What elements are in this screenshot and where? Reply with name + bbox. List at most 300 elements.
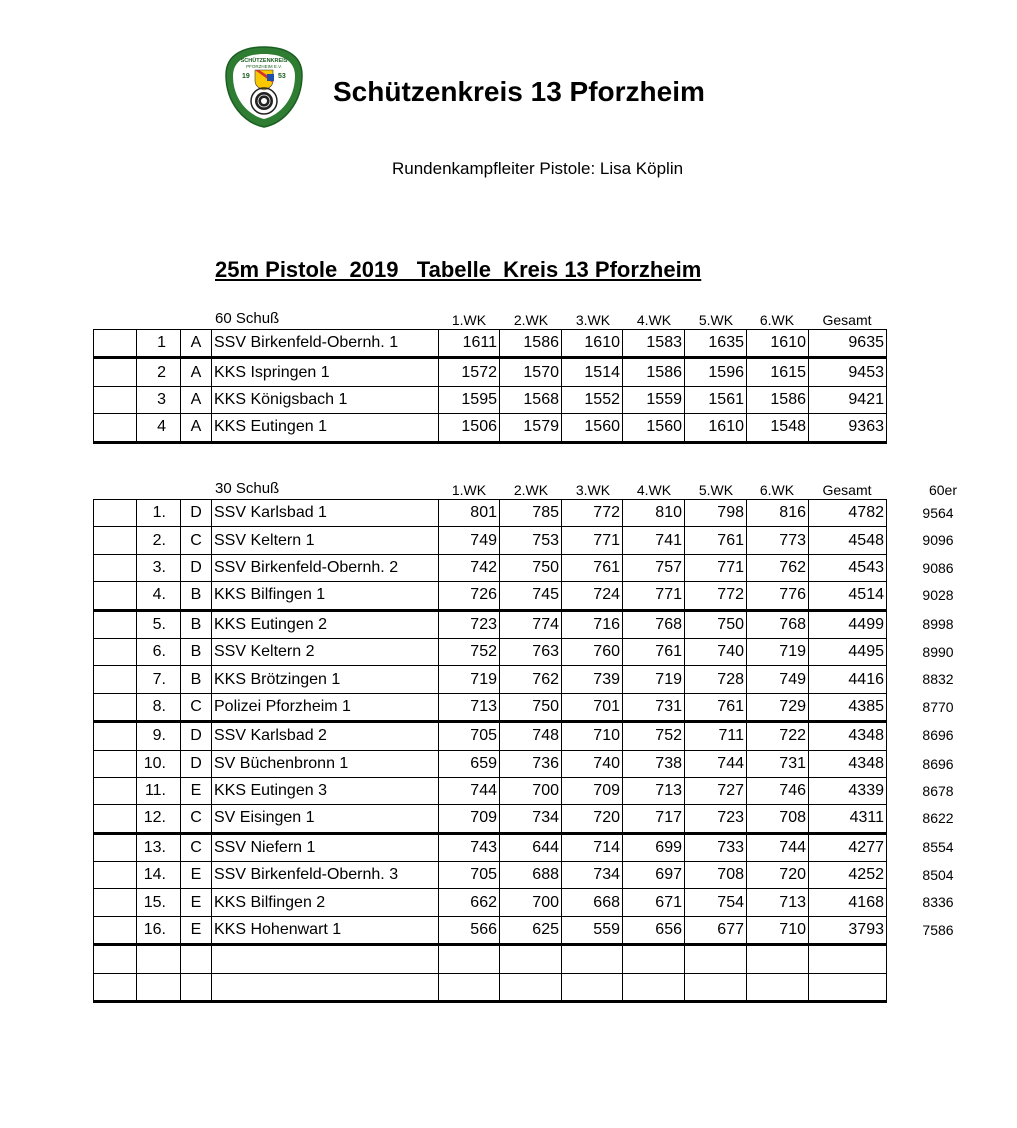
score-cell: 785: [500, 500, 562, 527]
group-cell: [181, 945, 212, 973]
blank-cell: [94, 554, 137, 581]
score-cell: 731: [623, 693, 685, 721]
blank-cell: [94, 945, 137, 973]
score-cell: 768: [747, 610, 809, 638]
score-cell: 717: [623, 805, 685, 833]
score-cell: 705: [439, 722, 500, 750]
total-cell: 4514: [809, 582, 887, 610]
score-cell: 763: [500, 638, 562, 665]
score-cell: 754: [685, 889, 747, 916]
rank-cell: 8.: [137, 693, 181, 721]
score-cell: [747, 945, 809, 973]
score-cell: 644: [500, 833, 562, 861]
team-cell: SSV Niefern 1: [212, 833, 439, 861]
score-cell: 749: [747, 666, 809, 693]
blank-cell: [94, 693, 137, 721]
score-cell: 740: [685, 638, 747, 665]
score-cell: 709: [439, 805, 500, 833]
score-cell: 1506: [439, 414, 500, 442]
table-row: [94, 610, 887, 638]
rank-cell: 3: [137, 386, 181, 413]
blank-cell: [94, 414, 137, 442]
score-cell: 719: [623, 666, 685, 693]
score-cell: [500, 945, 562, 973]
logo-year-right: 53: [278, 73, 286, 80]
score-cell: 761: [623, 638, 685, 665]
team-cell: SV Büchenbronn 1: [212, 750, 439, 777]
total-cell: 4495: [809, 638, 887, 665]
team-cell: SSV Karlsbad 1: [212, 500, 439, 527]
group-cell: E: [181, 916, 212, 944]
score-cell: 723: [439, 610, 500, 638]
score-cell: 733: [685, 833, 747, 861]
sixty-er-value: 9564: [922, 504, 954, 521]
section60-table: [93, 329, 887, 444]
score-cell: 713: [747, 889, 809, 916]
table-row: [94, 916, 887, 944]
score-cell: 1595: [439, 386, 500, 413]
section60-col-4: 4.WK: [636, 312, 672, 328]
sixty-er-value: 8770: [922, 699, 954, 715]
logo-year-left: 19: [242, 73, 250, 80]
team-cell: SSV Keltern 2: [212, 638, 439, 665]
score-cell: 700: [500, 889, 562, 916]
score-cell: 746: [747, 777, 809, 804]
score-cell: 752: [439, 638, 500, 665]
section30-col-5: 5.WK: [698, 482, 734, 498]
rank-cell: 12.: [137, 805, 181, 833]
rank-cell: 6.: [137, 638, 181, 665]
score-cell: 724: [562, 582, 623, 610]
group-cell: A: [181, 414, 212, 442]
score-cell: 739: [562, 666, 623, 693]
score-cell: 729: [747, 693, 809, 721]
score-cell: 749: [439, 527, 500, 554]
section60-header: [0, 310, 1017, 330]
group-cell: A: [181, 330, 212, 358]
total-cell: 9421: [809, 386, 887, 413]
total-cell: [809, 973, 887, 1001]
sixty-er-value: 8832: [922, 670, 954, 687]
section60-col-3: 3.WK: [575, 312, 611, 328]
score-cell: [747, 973, 809, 1001]
score-cell: 723: [685, 805, 747, 833]
score-cell: 656: [623, 916, 685, 944]
score-cell: 719: [747, 638, 809, 665]
score-cell: 688: [500, 862, 562, 889]
score-cell: 744: [439, 777, 500, 804]
score-cell: 738: [623, 750, 685, 777]
rank-cell: 2: [137, 358, 181, 386]
sixty-er-value: 9086: [922, 559, 954, 576]
group-cell: A: [181, 386, 212, 413]
score-cell: 710: [747, 916, 809, 944]
score-cell: 762: [747, 554, 809, 581]
logo-top-text: SCHÜTZENKREIS: [240, 58, 288, 64]
page-title: Schützenkreis 13 Pforzheim: [333, 76, 705, 107]
table-row: [94, 358, 887, 386]
logo-mid-text: PFORZHEIM E.V.: [246, 64, 282, 69]
team-cell: SV Eisingen 1: [212, 805, 439, 833]
score-cell: 708: [747, 805, 809, 833]
table-row: [94, 750, 887, 777]
group-cell: D: [181, 500, 212, 527]
score-cell: 1560: [623, 414, 685, 442]
group-cell: E: [181, 777, 212, 804]
score-cell: [623, 945, 685, 973]
sixty-er-value: 7586: [922, 922, 954, 938]
section60-col-1: 1.WK: [451, 312, 487, 328]
score-cell: 742: [439, 554, 500, 581]
rank-cell: 2.: [137, 527, 181, 554]
score-cell: 734: [500, 805, 562, 833]
team-cell: SSV Birkenfeld-Obernh. 1: [212, 330, 439, 358]
group-cell: B: [181, 582, 212, 610]
score-cell: 731: [747, 750, 809, 777]
blank-cell: [94, 777, 137, 804]
table-row: [94, 582, 887, 610]
score-cell: 727: [685, 777, 747, 804]
section30-header: [0, 480, 1017, 500]
score-cell: [562, 945, 623, 973]
group-cell: B: [181, 638, 212, 665]
sixty-er-value: 8622: [922, 810, 954, 826]
total-cell: 4277: [809, 833, 887, 861]
sixty-er-value: 8678: [922, 782, 954, 799]
score-cell: 760: [562, 638, 623, 665]
section30-label: 30 Schuß: [215, 480, 280, 497]
score-cell: 1586: [500, 330, 562, 358]
rank-cell: 7.: [137, 666, 181, 693]
total-cell: 3793: [809, 916, 887, 944]
score-cell: 776: [747, 582, 809, 610]
score-cell: 701: [562, 693, 623, 721]
total-cell: 4252: [809, 862, 887, 889]
team-cell: KKS Bilfingen 2: [212, 889, 439, 916]
score-cell: 722: [747, 722, 809, 750]
rank-cell: 11.: [137, 777, 181, 804]
section60-col-5: 5.WK: [698, 312, 734, 328]
score-cell: 810: [623, 500, 685, 527]
team-cell: Polizei Pforzheim 1: [212, 693, 439, 721]
rank-cell: 13.: [137, 833, 181, 861]
score-cell: [685, 945, 747, 973]
team-cell: KKS Eutingen 1: [212, 414, 439, 442]
score-cell: 726: [439, 582, 500, 610]
score-cell: 750: [500, 554, 562, 581]
score-cell: 713: [439, 693, 500, 721]
total-cell: 4339: [809, 777, 887, 804]
section30-col-60er: 60er: [928, 482, 958, 498]
score-cell: 709: [562, 777, 623, 804]
score-cell: [623, 973, 685, 1001]
score-cell: 761: [685, 693, 747, 721]
total-cell: 4348: [809, 722, 887, 750]
score-cell: 559: [562, 916, 623, 944]
score-cell: 1610: [562, 330, 623, 358]
table-row: [94, 973, 887, 1001]
score-cell: 750: [500, 693, 562, 721]
score-cell: 1568: [500, 386, 562, 413]
table-row: [94, 527, 887, 554]
rank-cell: 16.: [137, 916, 181, 944]
score-cell: 772: [562, 500, 623, 527]
sixty-er-value: 8696: [922, 755, 954, 772]
group-cell: B: [181, 666, 212, 693]
score-cell: 697: [623, 862, 685, 889]
section60-col-2: 2.WK: [513, 312, 549, 328]
rank-cell: 1: [137, 330, 181, 358]
score-cell: 1514: [562, 358, 623, 386]
section30-col-3: 3.WK: [575, 482, 611, 498]
score-cell: 713: [623, 777, 685, 804]
score-cell: 1586: [747, 386, 809, 413]
rank-cell: 5.: [137, 610, 181, 638]
blank-cell: [94, 358, 137, 386]
table-row: [94, 386, 887, 413]
score-cell: 798: [685, 500, 747, 527]
blank-cell: [94, 527, 137, 554]
table-row: [94, 693, 887, 721]
score-cell: 1559: [623, 386, 685, 413]
score-cell: 753: [500, 527, 562, 554]
rank-cell: 9.: [137, 722, 181, 750]
score-cell: 1548: [747, 414, 809, 442]
score-cell: 801: [439, 500, 500, 527]
score-cell: 720: [747, 862, 809, 889]
score-cell: 734: [562, 862, 623, 889]
group-cell: C: [181, 833, 212, 861]
score-cell: 1611: [439, 330, 500, 358]
total-cell: 4168: [809, 889, 887, 916]
rank-cell: 15.: [137, 889, 181, 916]
team-cell: KKS Eutingen 3: [212, 777, 439, 804]
score-cell: 566: [439, 916, 500, 944]
total-cell: 9453: [809, 358, 887, 386]
team-cell: SSV Karlsbad 2: [212, 722, 439, 750]
score-cell: 716: [562, 610, 623, 638]
table-row: [94, 833, 887, 861]
score-cell: [562, 973, 623, 1001]
score-cell: [685, 973, 747, 1001]
score-cell: 708: [685, 862, 747, 889]
rank-cell: 10.: [137, 750, 181, 777]
blank-cell: [94, 889, 137, 916]
group-cell: D: [181, 750, 212, 777]
team-cell: KKS Ispringen 1: [212, 358, 439, 386]
total-cell: 4499: [809, 610, 887, 638]
score-cell: 728: [685, 666, 747, 693]
table-row: [94, 554, 887, 581]
section30-col-1: 1.WK: [451, 482, 487, 498]
score-cell: 772: [685, 582, 747, 610]
score-cell: 705: [439, 862, 500, 889]
group-cell: B: [181, 610, 212, 638]
rank-cell: 3.: [137, 554, 181, 581]
table-row: [94, 862, 887, 889]
score-cell: 774: [500, 610, 562, 638]
table-row: [94, 330, 887, 358]
section60-label: 60 Schuß: [215, 310, 280, 327]
group-cell: E: [181, 862, 212, 889]
team-cell: KKS Eutingen 2: [212, 610, 439, 638]
team-cell: KKS Hohenwart 1: [212, 916, 439, 944]
score-cell: 711: [685, 722, 747, 750]
score-cell: 1552: [562, 386, 623, 413]
score-cell: 700: [500, 777, 562, 804]
rank-cell: 14.: [137, 862, 181, 889]
score-cell: 668: [562, 889, 623, 916]
score-cell: [439, 973, 500, 1001]
group-cell: D: [181, 722, 212, 750]
score-cell: 1560: [562, 414, 623, 442]
score-cell: 1596: [685, 358, 747, 386]
score-cell: 750: [685, 610, 747, 638]
score-cell: 740: [562, 750, 623, 777]
score-cell: 768: [623, 610, 685, 638]
score-cell: 744: [747, 833, 809, 861]
table-row: [94, 889, 887, 916]
page-subtitle: Rundenkampfleiter Pistole: Lisa Köplin: [392, 159, 684, 178]
table-row: [94, 777, 887, 804]
team-cell: KKS Brötzingen 1: [212, 666, 439, 693]
score-cell: 757: [623, 554, 685, 581]
score-cell: 671: [623, 889, 685, 916]
score-cell: 699: [623, 833, 685, 861]
group-cell: C: [181, 805, 212, 833]
sixty-er-value: 8998: [922, 616, 954, 632]
section60-col-total: Gesamt: [822, 312, 872, 328]
score-cell: 762: [500, 666, 562, 693]
score-cell: 719: [439, 666, 500, 693]
score-cell: 744: [685, 750, 747, 777]
sixty-er-value: 8554: [922, 839, 954, 855]
rank-cell: 1.: [137, 500, 181, 527]
table-row: [94, 666, 887, 693]
score-cell: 773: [747, 527, 809, 554]
total-cell: 4548: [809, 527, 887, 554]
total-cell: [809, 945, 887, 973]
total-cell: 4348: [809, 750, 887, 777]
blank-cell: [94, 833, 137, 861]
score-cell: 1610: [747, 330, 809, 358]
sixty-er-value: 8504: [922, 866, 954, 883]
blank-cell: [94, 862, 137, 889]
rank-cell: [137, 973, 181, 1001]
rank-cell: [137, 945, 181, 973]
total-cell: 4385: [809, 693, 887, 721]
score-cell: 741: [623, 527, 685, 554]
blank-cell: [94, 750, 137, 777]
score-cell: 748: [500, 722, 562, 750]
table-row: [94, 722, 887, 750]
score-cell: 1572: [439, 358, 500, 386]
blank-cell: [94, 722, 137, 750]
table-heading: 25m Pistole 2019 Tabelle Kreis 13 Pforzheim: [215, 257, 702, 282]
section30-col-4: 4.WK: [636, 482, 672, 498]
score-cell: 771: [685, 554, 747, 581]
blank-cell: [94, 638, 137, 665]
total-cell: 4416: [809, 666, 887, 693]
score-cell: [500, 973, 562, 1001]
score-cell: 659: [439, 750, 500, 777]
score-cell: 1579: [500, 414, 562, 442]
score-cell: 1635: [685, 330, 747, 358]
score-cell: 771: [562, 527, 623, 554]
sixty-er-value: 9096: [922, 531, 954, 548]
section30-table: [93, 499, 887, 1003]
team-cell: [212, 973, 439, 1001]
score-cell: 771: [623, 582, 685, 610]
score-cell: 816: [747, 500, 809, 527]
score-cell: 736: [500, 750, 562, 777]
score-cell: 662: [439, 889, 500, 916]
team-cell: [212, 945, 439, 973]
blank-cell: [94, 500, 137, 527]
team-cell: SSV Keltern 1: [212, 527, 439, 554]
group-cell: C: [181, 693, 212, 721]
total-cell: 4782: [809, 500, 887, 527]
group-cell: E: [181, 889, 212, 916]
section30-col-6: 6.WK: [759, 482, 795, 498]
blank-cell: [94, 973, 137, 1001]
score-cell: 752: [623, 722, 685, 750]
team-cell: KKS Bilfingen 1: [212, 582, 439, 610]
total-cell: 9363: [809, 414, 887, 442]
section60-col-6: 6.WK: [759, 312, 795, 328]
section30-col-2: 2.WK: [513, 482, 549, 498]
sixty-er-value: 8696: [922, 727, 954, 743]
sixty-er-value: 9028: [922, 587, 954, 603]
group-cell: [181, 973, 212, 1001]
score-cell: 761: [685, 527, 747, 554]
group-cell: D: [181, 554, 212, 581]
score-cell: 1615: [747, 358, 809, 386]
team-cell: KKS Königsbach 1: [212, 386, 439, 413]
score-cell: 720: [562, 805, 623, 833]
group-cell: C: [181, 527, 212, 554]
score-cell: 1561: [685, 386, 747, 413]
score-cell: 1610: [685, 414, 747, 442]
blank-cell: [94, 610, 137, 638]
table-row: [94, 500, 887, 527]
score-cell: 743: [439, 833, 500, 861]
total-cell: 4543: [809, 554, 887, 581]
score-cell: 1586: [623, 358, 685, 386]
group-cell: A: [181, 358, 212, 386]
total-cell: 9635: [809, 330, 887, 358]
score-cell: 745: [500, 582, 562, 610]
score-cell: 677: [685, 916, 747, 944]
club-logo: [222, 45, 306, 129]
score-cell: [439, 945, 500, 973]
table-row: [94, 945, 887, 973]
total-cell: 4311: [809, 805, 887, 833]
table-row: [94, 414, 887, 442]
table-row: [94, 805, 887, 833]
sixty-er-value: 8336: [922, 893, 954, 910]
score-cell: 1583: [623, 330, 685, 358]
score-cell: 625: [500, 916, 562, 944]
blank-cell: [94, 666, 137, 693]
team-cell: SSV Birkenfeld-Obernh. 3: [212, 862, 439, 889]
team-cell: SSV Birkenfeld-Obernh. 2: [212, 554, 439, 581]
blank-cell: [94, 330, 137, 358]
score-cell: 714: [562, 833, 623, 861]
score-cell: 1570: [500, 358, 562, 386]
rank-cell: 4.: [137, 582, 181, 610]
sixty-er-value: 8990: [922, 643, 954, 660]
